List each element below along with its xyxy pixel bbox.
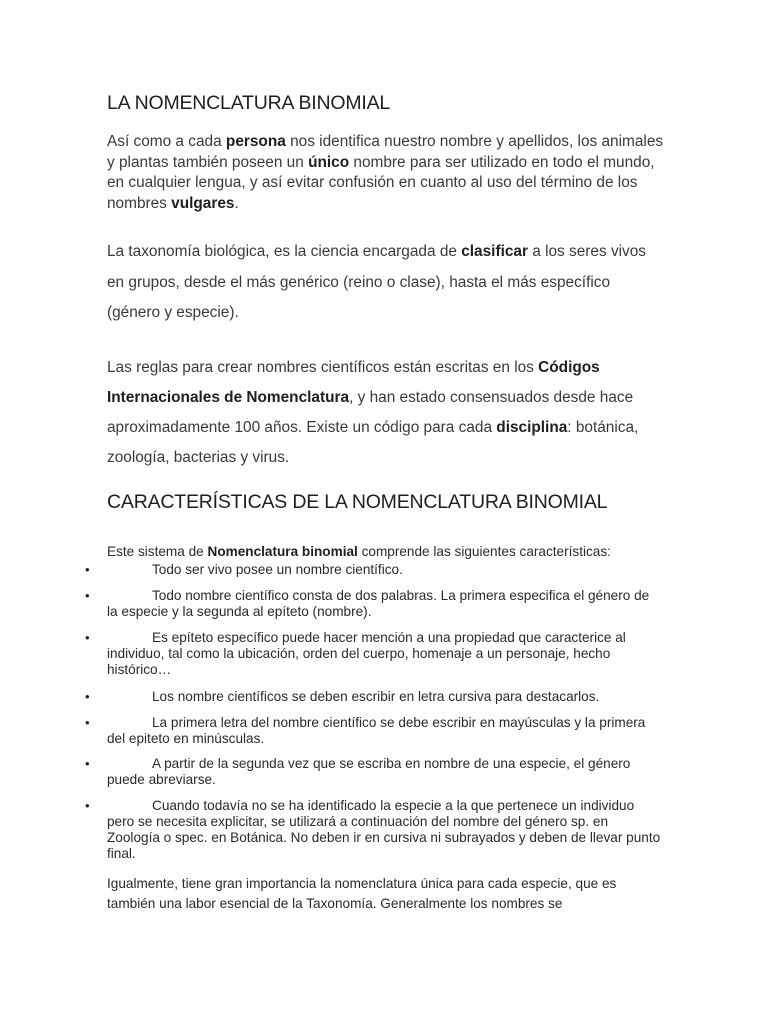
text-run: : botánica, zoología, bacterias y virus. xyxy=(107,419,639,466)
bullet-icon: • xyxy=(85,798,90,813)
section-heading-nomenclatura: LA NOMENCLATURA BINOMIAL xyxy=(107,92,391,114)
text-run: nombre para ser utilizado en todo el mundo, en cualquier lengua, y así evitar confusión en cuanto al uso del término de los nombres xyxy=(107,153,655,212)
bullet-icon: • xyxy=(85,588,90,603)
text-run: La taxonomía biológica, es la ciencia encargada de xyxy=(107,243,462,260)
list-intro xyxy=(107,544,667,560)
section-heading-caracteristicas: CARACTERÍSTICAS DE LA NOMENCLATURA BINOMIAL xyxy=(107,491,608,513)
text-run: Así como a cada xyxy=(107,133,226,150)
paragraph-closing: Igualmente, tiene gran importancia la nomenclatura única para cada especie, que es también una labor esencial de la Taxonomía. Generalmente los nombres se xyxy=(107,876,617,911)
bullet-icon: • xyxy=(85,562,90,577)
list-item-text: Todo nombre científico consta de dos palabras. La primera especifica el género de la especie y la segunda al epíteto (nombre). xyxy=(107,588,650,619)
bullet-icon: • xyxy=(85,756,90,771)
bold-text: único xyxy=(308,153,350,171)
bullet-icon: • xyxy=(85,715,90,730)
list-item xyxy=(85,630,663,678)
list-item-text: Los nombre científicos se deben escribir en letra cursiva para destacarlos. xyxy=(152,689,600,704)
text-run: Las reglas para crear nombres científicos están escritas en los xyxy=(107,359,539,376)
bullet-icon: • xyxy=(85,630,90,645)
paragraph-taxonomia xyxy=(107,237,667,329)
list-item-text: Cuando todavía no se ha identificado la especie a la que pertenece un individuo pero se necesita explicitar, se utilizará a continuación del nombre del género sp. en Zoología o spec. en Botánica. No deben ir en cursiva ni subrayados y deben de llevar punto final. xyxy=(107,798,661,861)
list-item xyxy=(85,756,663,788)
bold-text: vulgares xyxy=(171,194,235,212)
bold-text: Códigos Internacionales de Nomenclatura xyxy=(107,359,600,406)
list-item-text: La primera letra del nombre científico se debe escribir en mayúsculas y la primera del epiteto en minúsculas. xyxy=(107,715,646,746)
list-item xyxy=(85,715,663,747)
bold-text: Nomenclatura binomial xyxy=(207,544,358,559)
list-item-text: A partir de la segunda vez que se escriba en nombre de una especie, el género puede abreviarse. xyxy=(107,756,631,787)
text-run: comprende las siguientes características: xyxy=(357,544,611,559)
text-run: a los seres vivos en grupos, desde el más genérico (reino o clase), hasta el más específico (género y especie). xyxy=(107,243,647,321)
list-item-text: Es epíteto específico puede hacer mención a una propiedad que caracterice al individuo, tal como la ubicación, orden del cuerpo, homenaje a un personaje, hecho histórico… xyxy=(107,630,626,677)
text-run: nos identifica nuestro nombre y apellidos, los animales y plantas también poseen un xyxy=(107,133,664,171)
bold-text: clasificar xyxy=(461,243,528,260)
list-item xyxy=(85,798,663,862)
bold-text: persona xyxy=(225,133,286,150)
text-run: . xyxy=(234,194,239,212)
list-item xyxy=(85,562,663,578)
text-run: , y han estado consensuados desde hace aproximadamente 100 años. Existe un código para cada xyxy=(107,389,634,436)
list-item-text: Todo ser vivo posee un nombre científico. xyxy=(152,562,403,577)
paragraph-reglas xyxy=(107,353,667,473)
list-item xyxy=(85,588,663,620)
bold-text: disciplina xyxy=(496,419,568,436)
text-run: Este sistema de xyxy=(107,544,208,559)
paragraph-intro xyxy=(107,132,667,214)
bullet-icon: • xyxy=(85,689,90,704)
list-item xyxy=(85,689,663,705)
